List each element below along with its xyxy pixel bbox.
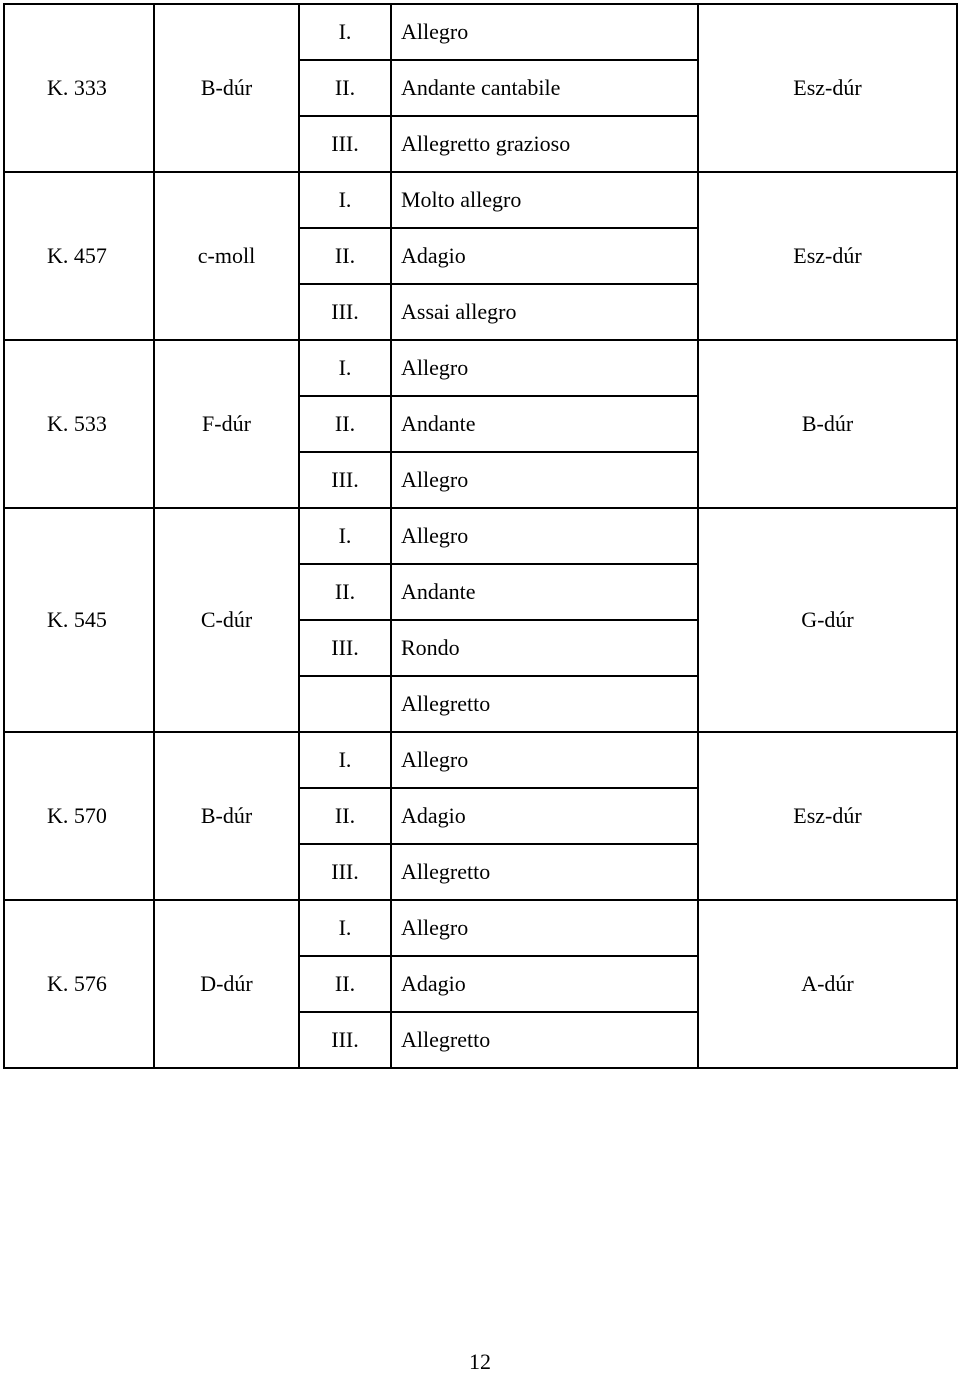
movement-number: II. xyxy=(299,564,391,620)
sonata-table xyxy=(3,3,958,1069)
movement-number: III. xyxy=(299,116,391,172)
sonata-key: B-dúr xyxy=(154,4,299,172)
page-number: 12 xyxy=(469,1349,491,1374)
kochel-number: K. 576 xyxy=(4,900,154,1068)
middle-movement-key: Esz-dúr xyxy=(698,172,957,340)
movement-number: I. xyxy=(299,508,391,564)
kochel-number: K. 533 xyxy=(4,340,154,508)
middle-movement-key: Esz-dúr xyxy=(698,732,957,900)
kochel-number: K. 457 xyxy=(4,172,154,340)
movement-tempo: Andante xyxy=(391,396,698,452)
movement-tempo: Allegretto xyxy=(391,676,698,732)
movement-number xyxy=(299,676,391,732)
middle-movement-key: G-dúr xyxy=(698,508,957,732)
kochel-number: K. 545 xyxy=(4,508,154,732)
movement-tempo: Allegro xyxy=(391,508,698,564)
movement-number: I. xyxy=(299,4,391,60)
table-row xyxy=(4,732,957,788)
middle-movement-key: B-dúr xyxy=(698,340,957,508)
movement-tempo: Allegro xyxy=(391,732,698,788)
movement-tempo: Andante xyxy=(391,564,698,620)
movement-number: II. xyxy=(299,396,391,452)
movement-number: III. xyxy=(299,452,391,508)
kochel-number: K. 570 xyxy=(4,732,154,900)
sonata-key: c-moll xyxy=(154,172,299,340)
movement-number: III. xyxy=(299,1012,391,1068)
movement-number: II. xyxy=(299,228,391,284)
sonata-key: C-dúr xyxy=(154,508,299,732)
movement-number: III. xyxy=(299,620,391,676)
table-row xyxy=(4,340,957,396)
movement-tempo: Assai allegro xyxy=(391,284,698,340)
movement-number: III. xyxy=(299,844,391,900)
movement-tempo: Rondo xyxy=(391,620,698,676)
movement-tempo: Allegro xyxy=(391,900,698,956)
movement-number: II. xyxy=(299,956,391,1012)
sonata-key: F-dúr xyxy=(154,340,299,508)
movement-tempo: Allegretto xyxy=(391,1012,698,1068)
movement-tempo: Allegretto xyxy=(391,844,698,900)
kochel-number: K. 333 xyxy=(4,4,154,172)
movement-tempo: Allegro xyxy=(391,452,698,508)
movement-number: II. xyxy=(299,60,391,116)
movement-tempo: Allegro xyxy=(391,340,698,396)
table-row xyxy=(4,4,957,60)
movement-tempo: Adagio xyxy=(391,788,698,844)
middle-movement-key: A-dúr xyxy=(698,900,957,1068)
table-row xyxy=(4,900,957,956)
middle-movement-key: Esz-dúr xyxy=(698,4,957,172)
movement-number: I. xyxy=(299,172,391,228)
movement-number: I. xyxy=(299,732,391,788)
movement-number: II. xyxy=(299,788,391,844)
movement-number: I. xyxy=(299,900,391,956)
movement-tempo: Adagio xyxy=(391,228,698,284)
movement-number: I. xyxy=(299,340,391,396)
movement-tempo: Adagio xyxy=(391,956,698,1012)
sonata-key: B-dúr xyxy=(154,732,299,900)
table-row xyxy=(4,172,957,228)
movement-tempo: Allegro xyxy=(391,4,698,60)
movement-tempo: Molto allegro xyxy=(391,172,698,228)
movement-tempo: Allegretto grazioso xyxy=(391,116,698,172)
movement-tempo: Andante cantabile xyxy=(391,60,698,116)
movement-number: III. xyxy=(299,284,391,340)
table-row xyxy=(4,508,957,564)
sonata-key: D-dúr xyxy=(154,900,299,1068)
